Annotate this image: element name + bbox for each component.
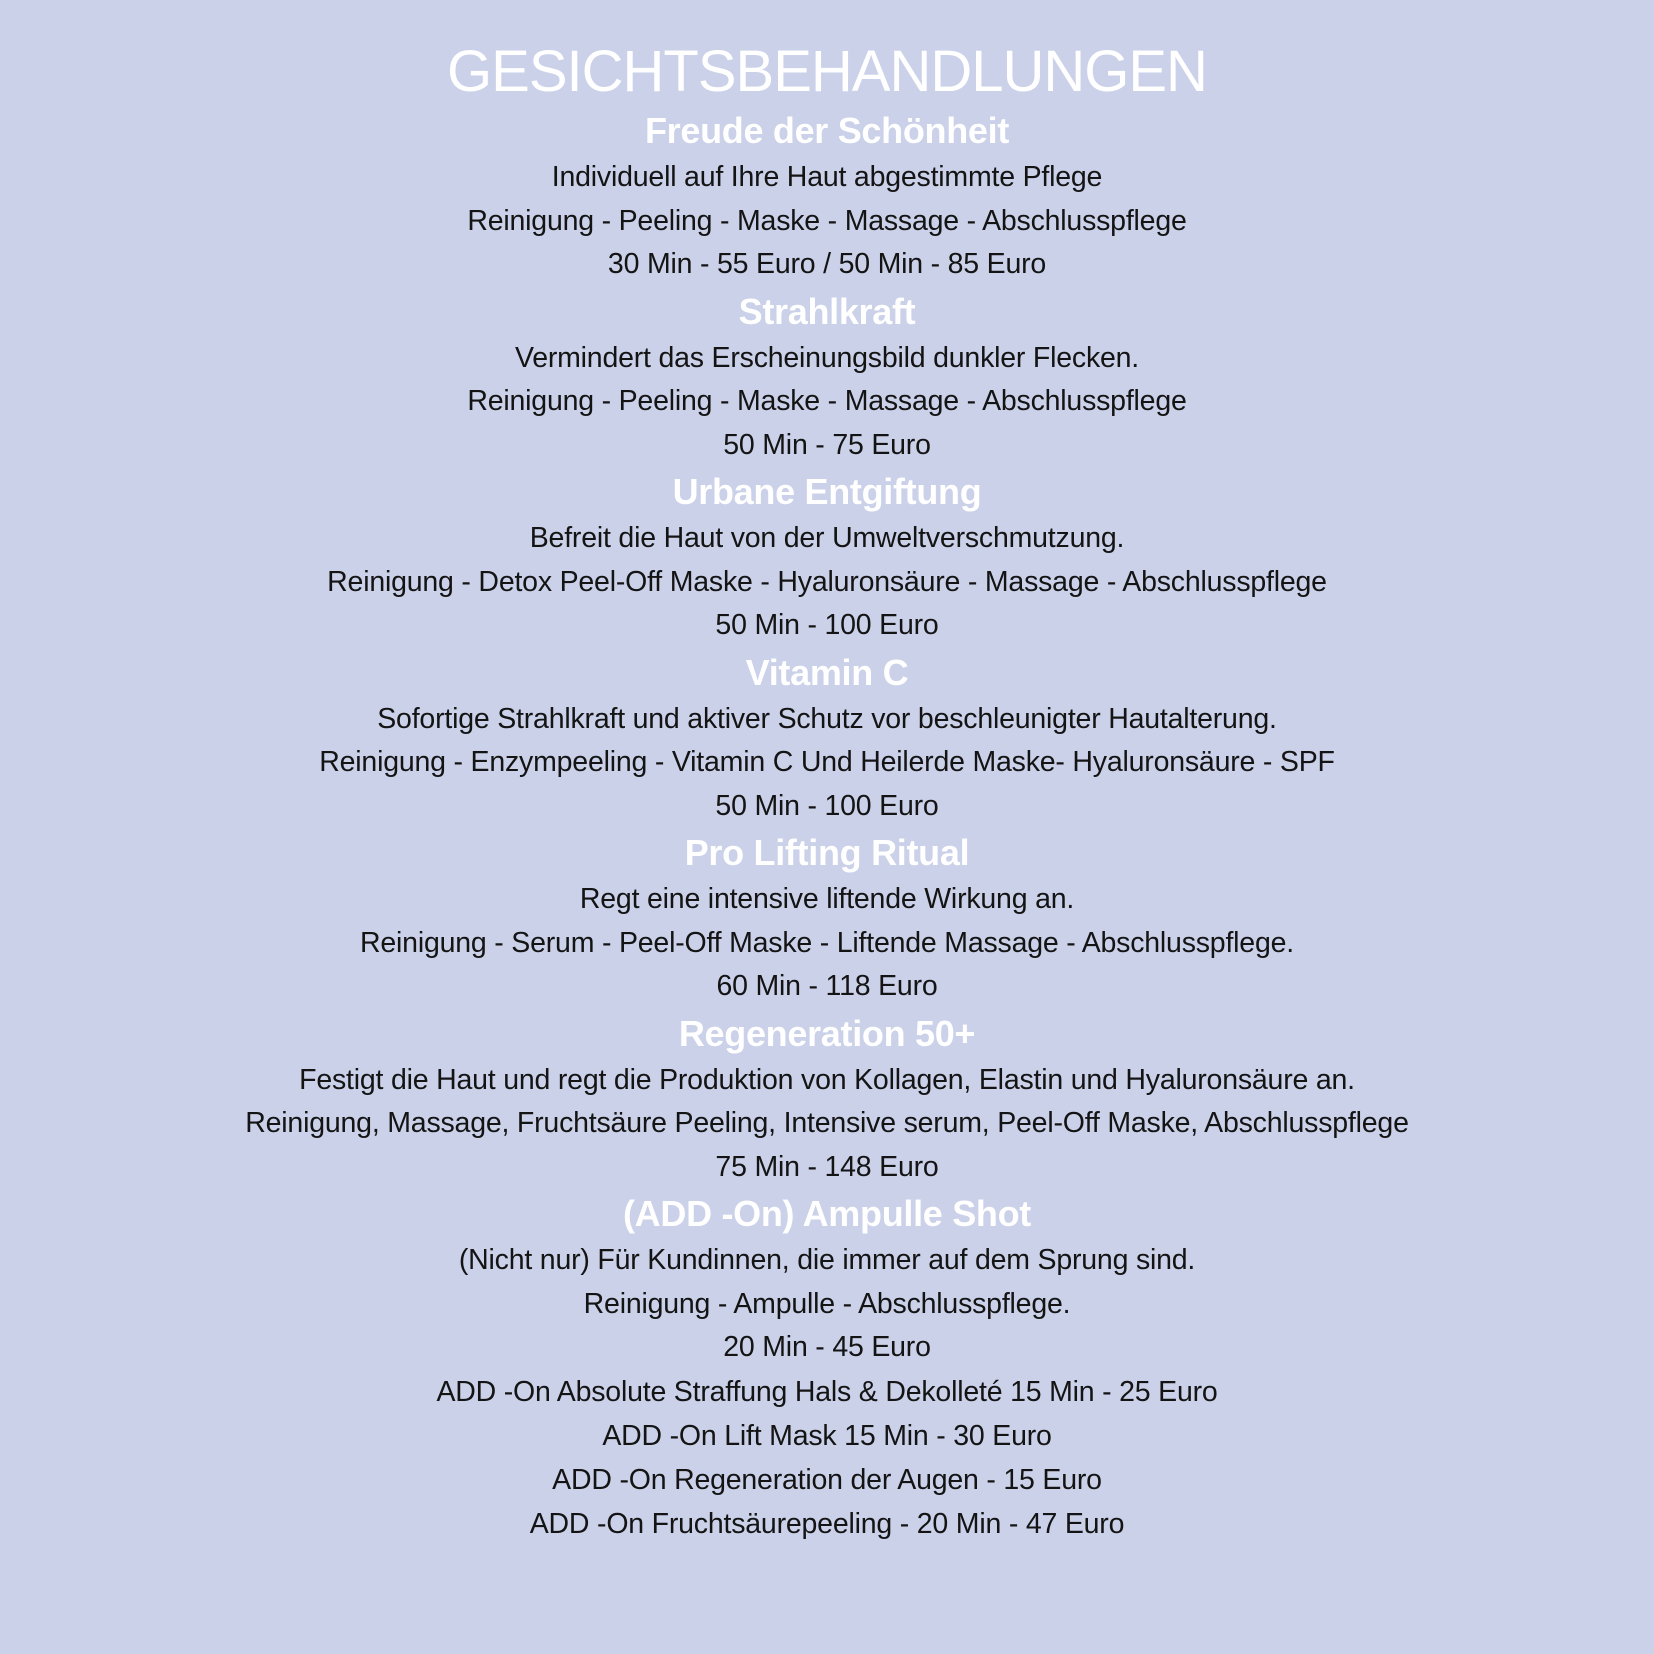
treatment-pro-lifting-ritual — [0, 828, 1654, 1009]
treatment-title: Freude der Schönheit — [644, 110, 1010, 151]
addon-item: ADD -On Lift Mask 15 Min - 30 Euro — [602, 1419, 1052, 1452]
treatment-steps: Reinigung - Enzympeeling - Vitamin C Und Heilerde Maske- Hyaluronsäure - SPF — [319, 746, 1335, 778]
treatment-price: 60 Min - 118 Euro — [716, 970, 938, 1002]
treatment-description: Regt eine intensive liftende Wirkung an. — [579, 883, 1075, 915]
addon-list — [0, 1370, 1654, 1546]
treatment-title: Strahlkraft — [738, 290, 916, 332]
treatment-description: Individuell auf Ihre Haut abgestimmte Pflege — [551, 161, 1103, 193]
treatment-price: 50 Min - 100 Euro — [715, 609, 939, 641]
treatment-description: Sofortige Strahlkraft und aktiver Schutz vor beschleunigter Hautalterung. — [377, 702, 1277, 735]
treatment-ampulle-shot — [0, 1189, 1654, 1370]
addon-item: ADD -On Absolute Straffung Hals & Dekolleté 15 Min - 25 Euro — [436, 1375, 1218, 1408]
treatment-description: (Nicht nur) Für Kundinnen, die immer auf dem Sprung sind. — [458, 1244, 1196, 1276]
page-title: GESICHTSBEHANDLUNGEN — [447, 39, 1207, 104]
treatment-urbane-entgiftung — [0, 467, 1654, 648]
treatment-description: Festigt die Haut und regt die Produktion von Kollagen, Elastin und Hyaluronsäure an. — [299, 1063, 1355, 1096]
treatment-description: Befreit die Haut von der Umweltverschmutzung. — [529, 522, 1125, 554]
treatment-price: 50 Min - 100 Euro — [715, 789, 939, 822]
treatment-price: 20 Min - 45 Euro — [723, 1331, 931, 1363]
addon-item: ADD -On Regeneration der Augen - 15 Euro — [552, 1463, 1102, 1496]
treatment-title: (ADD -On) Ampulle Shot — [622, 1193, 1031, 1234]
treatment-title: Urbane Entgiftung — [672, 471, 982, 512]
treatment-freude-der-schoenheit — [0, 106, 1654, 287]
treatment-strahlkraft — [0, 287, 1654, 468]
treatment-steps: Reinigung - Peeling - Maske - Massage - Abschlusspflege — [467, 204, 1187, 237]
treatment-steps: Reinigung - Peeling - Maske - Massage - Abschlusspflege — [467, 385, 1187, 417]
treatment-steps: Reinigung - Detox Peel-Off Maske - Hyaluronsäure - Massage - Abschlusspflege — [327, 565, 1327, 598]
addon-item: ADD -On Fruchtsäurepeeling - 20 Min - 47 Euro — [529, 1507, 1125, 1540]
treatment-price: 30 Min - 55 Euro / 50 Min - 85 Euro — [607, 248, 1047, 280]
treatment-title: Regeneration 50+ — [678, 1012, 976, 1054]
treatment-regeneration-50-plus — [0, 1009, 1654, 1190]
treatment-title: Vitamin C — [745, 651, 909, 693]
treatment-steps: Reinigung - Serum - Peel-Off Maske - Liftende Massage - Abschlusspflege. — [360, 926, 1294, 959]
treatment-price: 75 Min - 148 Euro — [715, 1150, 939, 1183]
treatment-description: Vermindert das Erscheinungsbild dunkler Flecken. — [514, 341, 1140, 374]
treatment-steps: Reinigung, Massage, Fruchtsäure Peeling, Intensive serum, Peel-Off Maske, Abschlusspflege — [245, 1107, 1409, 1139]
treatment-price: 50 Min - 75 Euro — [723, 428, 931, 461]
treatment-steps: Reinigung - Ampulle - Abschlusspflege. — [583, 1287, 1071, 1320]
treatment-vitamin-c — [0, 648, 1654, 829]
treatment-title: Pro Lifting Ritual — [684, 832, 970, 873]
